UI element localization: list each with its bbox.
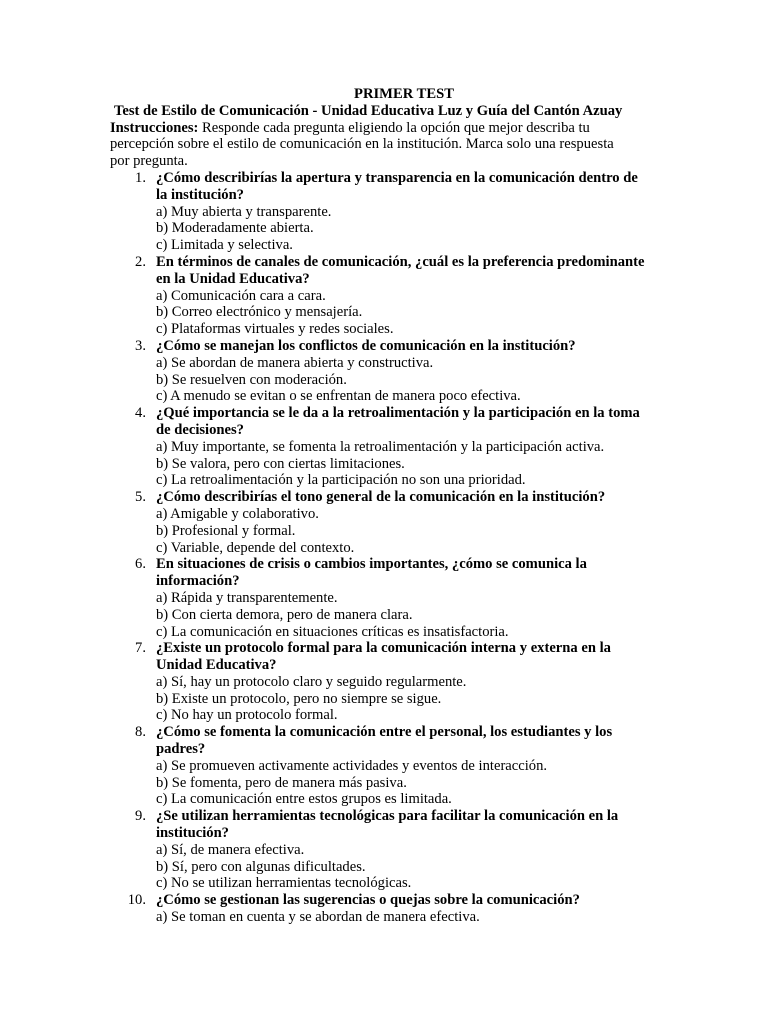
question-text: ¿Se utilizan herramientas tecnológicas para facilitar la comunicación en la institución? [156,808,619,842]
question-item [110,724,670,808]
answer-option[interactable]: a) Comunicación cara a cara. [156,287,326,304]
answer-option[interactable]: a) Muy importante, se fomenta la retroalimentación y la participación activa. [156,438,605,455]
answer-option[interactable]: b) Sí, pero con algunas dificultades. [156,858,366,875]
answer-options [156,758,670,808]
answer-option[interactable]: b) Se valora, pero con ciertas limitaciones. [156,455,405,472]
answer-option[interactable]: b) Moderadamente abierta. [156,220,314,237]
question-text: ¿Cómo se gestionan las sugerencias o quejas sobre la comunicación? [156,892,580,909]
question-number: 2. [135,253,146,270]
question-text: ¿Cómo se manejan los conflictos de comunicación en la institución? [156,337,576,354]
question-number: 8. [135,724,146,741]
answer-option[interactable]: a) Amigable y colaborativo. [156,505,319,522]
answer-option[interactable]: b) Profesional y formal. [156,522,296,539]
instructions-paragraph [110,120,630,170]
answer-option[interactable]: c) La comunicación entre estos grupos es limitada. [156,791,452,808]
question-item [110,640,670,724]
question-text: En términos de canales de comunicación, ¿cuál es la preferencia predominante en la Unidad Educativa? [156,253,645,287]
question-item [110,892,670,926]
question-number: 9. [135,808,146,825]
question-text: ¿Cómo describirías el tono general de la comunicación en la institución? [156,489,606,506]
question-text: ¿Cómo describirías la apertura y transparencia en la comunicación dentro de la institución? [156,169,638,203]
question-number: 6. [135,556,146,573]
question-number: 4. [135,405,146,422]
answer-options [156,674,670,724]
question-text: ¿Existe un protocolo formal para la comunicación interna y externa en la Unidad Educativa? [156,640,611,674]
document-title: PRIMER TEST [354,86,454,102]
document-content [110,86,670,926]
question-list [110,170,670,926]
question-number: 10. [127,892,146,909]
answer-option[interactable]: c) Variable, depende del contexto. [156,539,355,556]
instructions-text: Responde cada pregunta eligiendo la opción que mejor describa tu percepción sobre el estilo de comunicación en la institución. Marca solo una respuesta por pregunta. [110,119,614,170]
document-subtitle: Test de Estilo de Comunicación - Unidad Educativa Luz y Guía del Cantón Azuay [114,102,623,119]
question-item [110,489,670,556]
answer-option[interactable]: c) No se utilizan herramientas tecnológicas. [156,875,412,892]
question-text: ¿Cómo se fomenta la comunicación entre el personal, los estudiantes y los padres? [156,724,613,758]
answer-options [156,355,670,405]
question-item [110,170,670,254]
answer-options [156,909,670,926]
answer-option[interactable]: b) Correo electrónico y mensajería. [156,304,363,321]
answer-option[interactable]: a) Rápida y transparentemente. [156,589,338,606]
question-number: 7. [135,640,146,657]
answer-option[interactable]: a) Se abordan de manera abierta y constructiva. [156,354,434,371]
answer-option[interactable]: b) Existe un protocolo, pero no siempre se sigue. [156,690,442,707]
question-text: ¿Qué importancia se le da a la retroalimentación y la participación en la toma de decisiones? [156,405,640,438]
question-item [110,338,670,405]
answer-options [156,842,670,892]
instructions-label: Instrucciones: [110,119,199,136]
answer-option[interactable]: c) No hay un protocolo formal. [156,707,338,724]
answer-options [156,506,670,556]
answer-options [156,590,670,640]
answer-options [156,288,670,338]
answer-option[interactable]: a) Sí, de manera efectiva. [156,841,305,858]
question-item [110,405,670,489]
answer-options [156,204,670,254]
question-number: 3. [135,337,146,354]
question-text: En situaciones de crisis o cambios importantes, ¿cómo se comunica la información? [156,556,587,590]
answer-option[interactable]: a) Se promueven activamente actividades y eventos de interacción. [156,757,548,774]
answer-option[interactable]: b) Se fomenta, pero de manera más pasiva. [156,774,407,791]
question-number: 5. [135,489,146,506]
answer-option[interactable]: a) Sí, hay un protocolo claro y seguido regularmente. [156,673,467,690]
answer-option[interactable]: c) A menudo se evitan o se enfrentan de manera poco efectiva. [156,388,521,405]
question-item [110,556,670,640]
answer-option[interactable]: c) La retroalimentación y la participación no son una prioridad. [156,472,526,489]
answer-option[interactable]: c) La comunicación en situaciones críticas es insatisfactoria. [156,623,509,640]
answer-options [156,439,670,489]
answer-option[interactable]: b) Se resuelven con moderación. [156,371,347,388]
question-number: 1. [135,169,146,186]
answer-option[interactable]: c) Plataformas virtuales y redes sociales. [156,321,394,338]
answer-option[interactable]: a) Muy abierta y transparente. [156,203,332,220]
question-item [110,808,670,892]
answer-option[interactable]: b) Con cierta demora, pero de manera clara. [156,606,413,623]
answer-option[interactable]: a) Se toman en cuenta y se abordan de manera efectiva. [156,909,480,926]
answer-option[interactable]: c) Limitada y selectiva. [156,237,293,254]
question-item [110,254,670,338]
